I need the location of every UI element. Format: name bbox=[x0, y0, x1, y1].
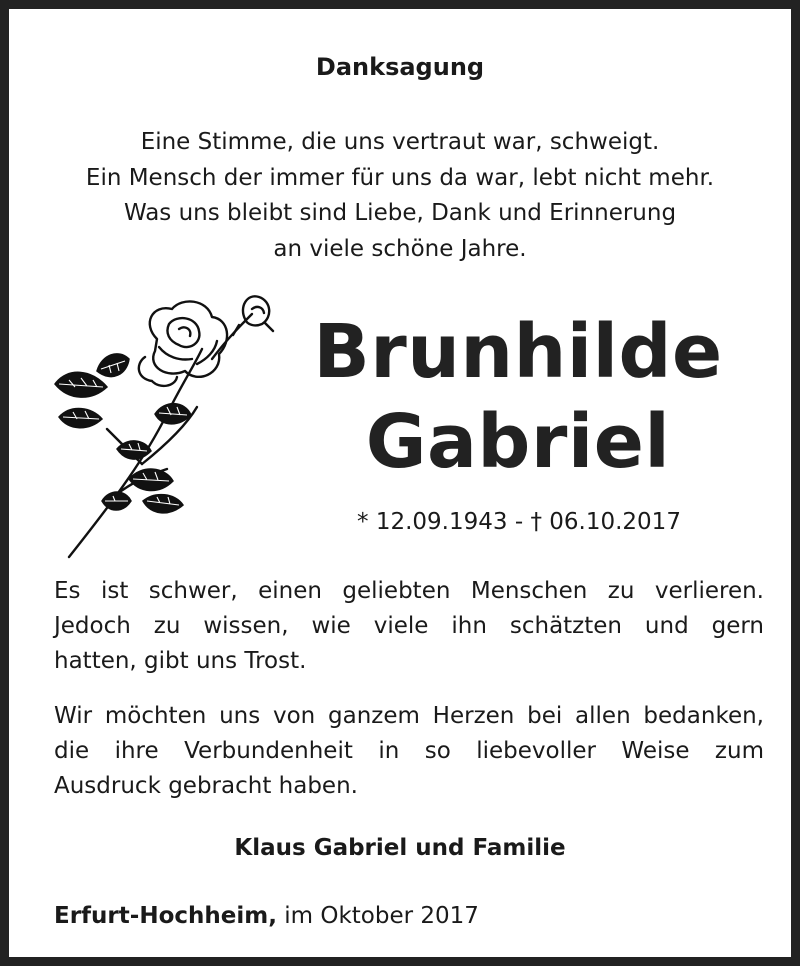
poem-line: Eine Stimme, die uns vertraut war, schweigt. bbox=[140, 129, 660, 155]
last-name: Gabriel bbox=[365, 399, 671, 485]
place-month: im Oktober 2017 bbox=[276, 903, 479, 929]
signature: Klaus Gabriel und Familie bbox=[234, 835, 566, 861]
poem-line: Was uns bleibt sind Liebe, Dank und Erinnerung bbox=[123, 200, 677, 226]
poem-line: an viele schöne Jahre. bbox=[273, 235, 527, 262]
paragraph-1 bbox=[54, 574, 764, 679]
place-date bbox=[54, 903, 479, 929]
place-location: Erfurt-Hochheim, bbox=[54, 903, 277, 929]
paragraph-line: Wir möchten uns von ganzem Herzen bei allen bedanken, bbox=[54, 703, 764, 729]
rose-illustration bbox=[47, 279, 279, 564]
paragraph-line: die ihre Verbundenheit in so liebevoller Weise zum bbox=[54, 738, 764, 764]
paragraph-2 bbox=[54, 699, 764, 804]
life-dates: * 12.09.1943 - † 06.10.2017 bbox=[357, 509, 681, 535]
paragraph-line: Es ist schwer, einen geliebten Menschen zu verlieren. bbox=[54, 578, 764, 604]
paragraph-line: Jedoch zu wissen, wie viele ihn schätzten und gern bbox=[54, 613, 764, 639]
heading: Danksagung bbox=[315, 53, 485, 81]
paragraph-line: Ausdruck gebracht haben. bbox=[54, 773, 358, 799]
paragraph-line: hatten, gibt uns Trost. bbox=[54, 648, 307, 674]
poem bbox=[9, 125, 791, 267]
poem-line: Ein Mensch der immer für uns da war, lebt nicht mehr. bbox=[85, 164, 715, 191]
first-name: Brunhilde bbox=[313, 309, 723, 395]
